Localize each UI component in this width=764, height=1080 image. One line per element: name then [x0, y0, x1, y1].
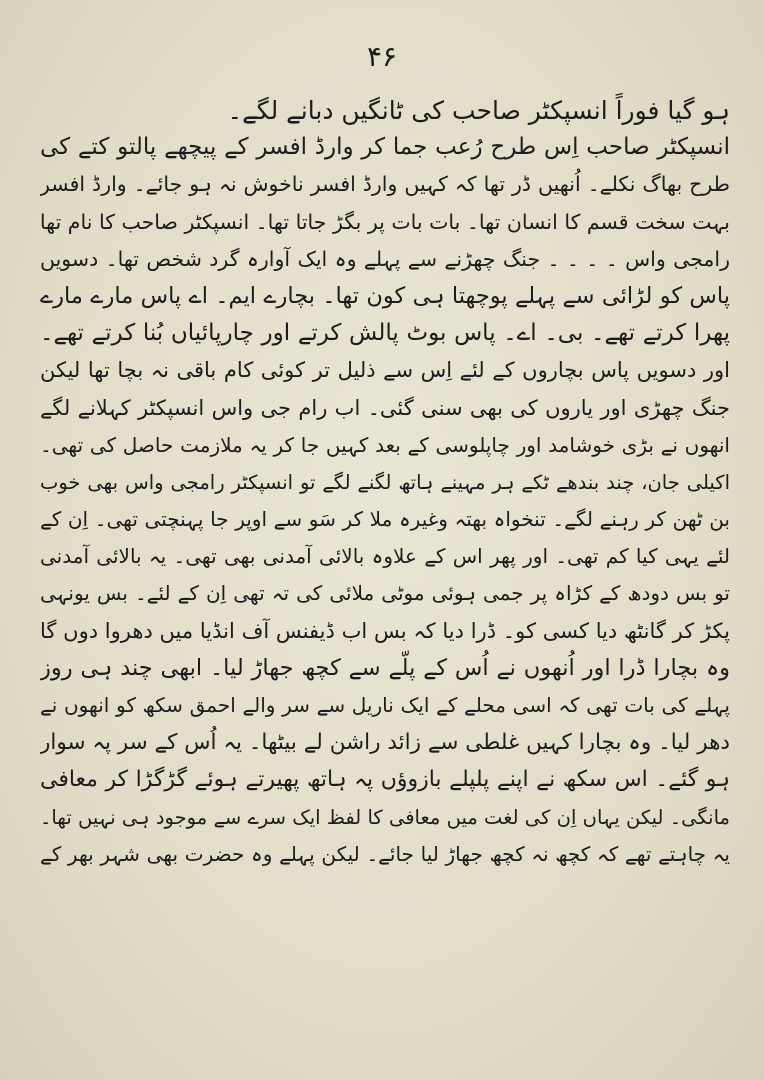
text-line: جنگ چھڑی اور یاروں کی بھی سنی گئی۔ اب رام جی واس انسپکٹر کہلانے لگے	[40, 395, 730, 420]
text-line: لئے یہی کیا کم تھی۔ اور پھر اس کے علاوہ بالائی آمدنی بھی تھی۔ یہ بالائی آمدنی	[40, 544, 730, 569]
text-line: مانگی۔ لیکن یہاں اِن کی لغت میں معافی کا لفظ ایک سرے سے موجود ہی نہیں تھا۔	[40, 805, 730, 829]
text-line: انھوں نے بڑی خوشامد اور چاپلوسی کے بعد کہیں جا کر یہ ملازمت حاصل کی تھی۔	[40, 432, 730, 457]
text-line: اکیلی جان، چند بندھے ٹکے ہر مہینے ہاتھ لگنے لگے تو انسپکٹر رامجی واس بھی خوب	[40, 470, 730, 494]
text-line: بہت سخت قسم کا انسان تھا۔ بات بات پر بگڑ جاتا تھا۔ انسپکٹر صاحب کا نام تھا	[40, 209, 730, 234]
text-line: ہو گئے۔ اس سکھ نے اپنے پلپلے بازوؤں پہ ہاتھ پھیرتے ہوئے گڑگڑا کر معافی	[40, 767, 730, 793]
text-line: یہ چاہتے تھے کہ کچھ نہ کچھ جھاڑ لیا جائے۔ لیکن پہلے وہ حضرت بھی شہر بھر کے	[40, 841, 730, 866]
text-line: اور دسویں پاس بچاروں کے لئے اِس سے ذلیل تر کوئی کام باقی نہ بچا تھا لیکن	[40, 358, 730, 383]
page-body-text	[40, 92, 730, 873]
text-line: طرح بھاگ نکلے۔ اُنھیں ڈر تھا کہ کہیں وارڈ افسر ناخوش نہ ہو جائے۔ وارڈ افسر	[40, 172, 730, 197]
text-line: انسپکٹر صاحب اِس طرح رُعب جما کر وارڈ افسر کے پیچھے پالتو کتے کی	[40, 134, 730, 161]
page-number: ۴۶	[366, 40, 398, 73]
text-line: پھرا کرتے تھے۔ بی۔ اے۔ پاس بوٹ پالش کرتے اور چارپائیاں بُنا کرتے تھے۔	[40, 320, 730, 347]
text-line: وہ بچارا ڈرا اور اُنھوں نے اُس کے پلّے سے کچھ جھاڑ لیا۔ ابھی چند ہی روز	[40, 654, 730, 681]
text-line: پاس کو لڑائی سے پہلے پوچھتا ہی کون تھا۔ بچارے ایم۔ اے پاس مارے مارے	[40, 282, 730, 309]
text-line: تو بس دودھ کے کڑاہ پر جمی ہوئی موٹی ملائی کی تہ تھی اِن کے لئے۔ بس یونہی	[40, 581, 730, 606]
text-line: دھر لیا۔ وہ بچارا کہیں غلطی سے زائد راشن لے بیٹھا۔ یہ اُس کے سر پہ سوار	[40, 730, 730, 756]
text-line: رامجی واس ۔ ۔ ۔ ۔ جنگ چھڑنے سے پہلے وہ ایک آوارہ گرد شخص تھا۔ دسویں	[40, 246, 730, 271]
text-line: پہلے کی بات تھی کہ اسی محلے کے ایک ناریل سے سر والے احمق سکھ کو انھوں نے	[40, 693, 730, 717]
text-line: ہو گیا فوراً انسپکٹر صاحب کی ٹانگیں دبانے لگے۔	[227, 96, 730, 125]
text-line: پکڑ کر گانٹھ دیا کسی کو۔ ڈرا دیا کہ بس اب ڈیفنس آف انڈیا میں دھروا دوں گا	[40, 618, 730, 643]
text-line: بن ٹھن کر رہنے لگے۔ تنخواہ بھتہ وغیرہ ملا کر سَو سے اوپر جا پہنچتی تھی۔ اِن کے	[40, 507, 730, 532]
